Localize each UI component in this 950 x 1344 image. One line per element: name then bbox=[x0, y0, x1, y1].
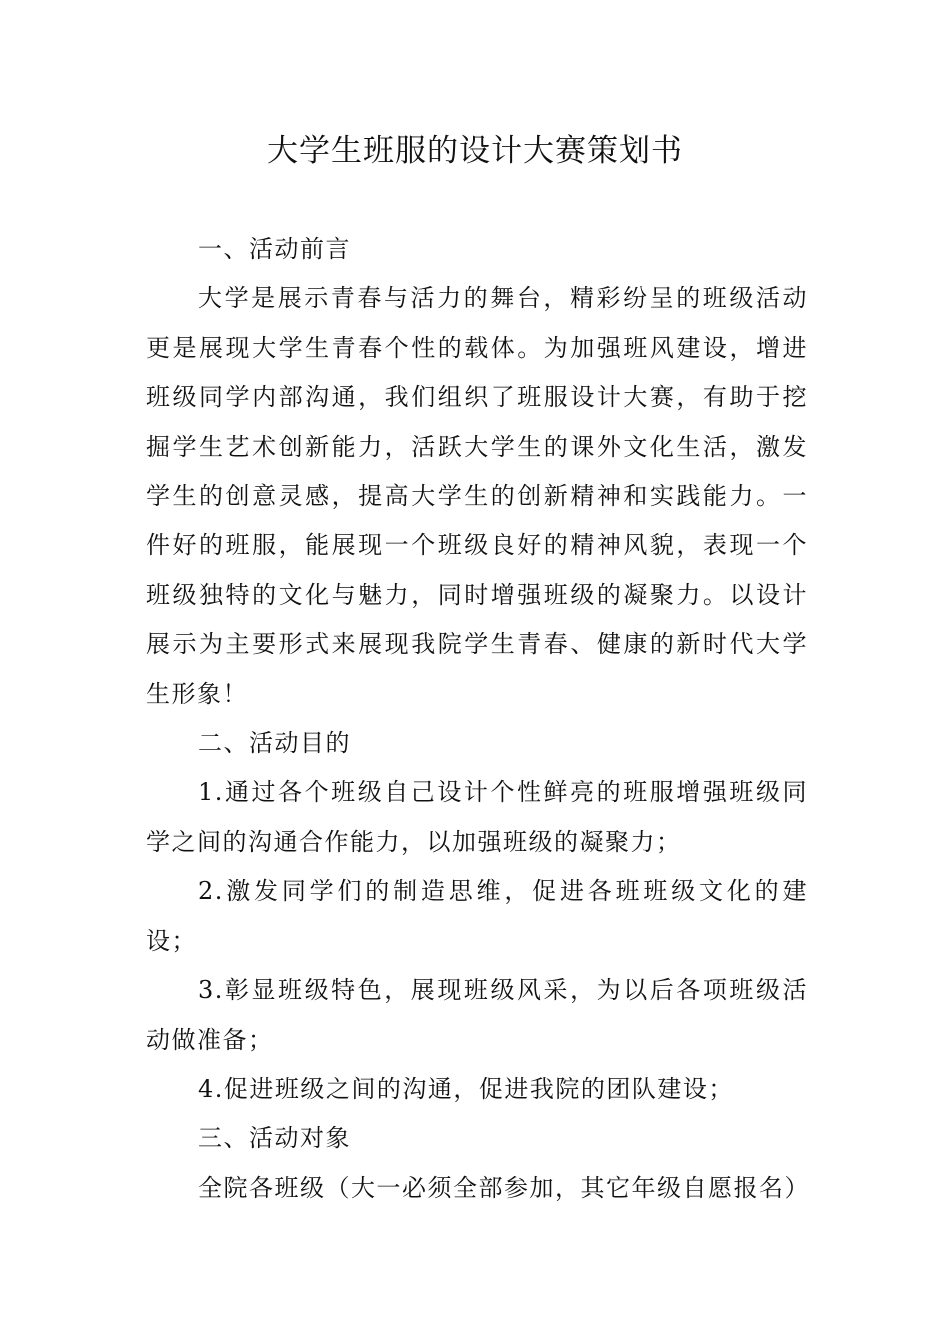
list-item: 1.通过各个班级自己设计个性鲜亮的班服增强班级同学之间的沟通合作能力，以加强班级的凝聚力； bbox=[146, 778, 808, 856]
list-item: 2.激发同学们的制造思维，促进各班班级文化的建设； bbox=[146, 877, 808, 955]
list-item: 3.彰显班级特色，展现班级风采，为以后各项班级活动做准备； bbox=[146, 976, 808, 1054]
section-paragraph: 大学是展示青春与活力的舞台，精彩纷呈的班级活动更是展现大学生青春个性的载体。为加强班风建设，增进班级同学内部沟通，我们组织了班服设计大赛，有助于挖掘学生艺术创新能力，活跃大学生的课外文化生活，激发学生的创意灵感，提高大学生的创新精神和实践能力。一件好的班服，能展现一个班级良好的精神风貌，表现一个班级独特的文化与魅力，同时增强班级的凝聚力。以设计展示为主要形式来展现我院学生青春、健康的新时代大学生形象！ bbox=[146, 284, 808, 708]
document-title: 大学生班服的设计大赛策划书 bbox=[267, 133, 683, 169]
section-heading: 三、活动对象 bbox=[198, 1124, 351, 1153]
section-heading: 一、活动前言 bbox=[198, 235, 351, 263]
section-heading: 二、活动目的 bbox=[198, 729, 351, 758]
document-body bbox=[146, 225, 808, 1213]
section-paragraph: 全院各班级（大一必须全部参加，其它年级自愿报名） bbox=[198, 1173, 810, 1202]
list-item: 4.促进班级之间的沟通，促进我院的团队建设； bbox=[198, 1074, 734, 1103]
